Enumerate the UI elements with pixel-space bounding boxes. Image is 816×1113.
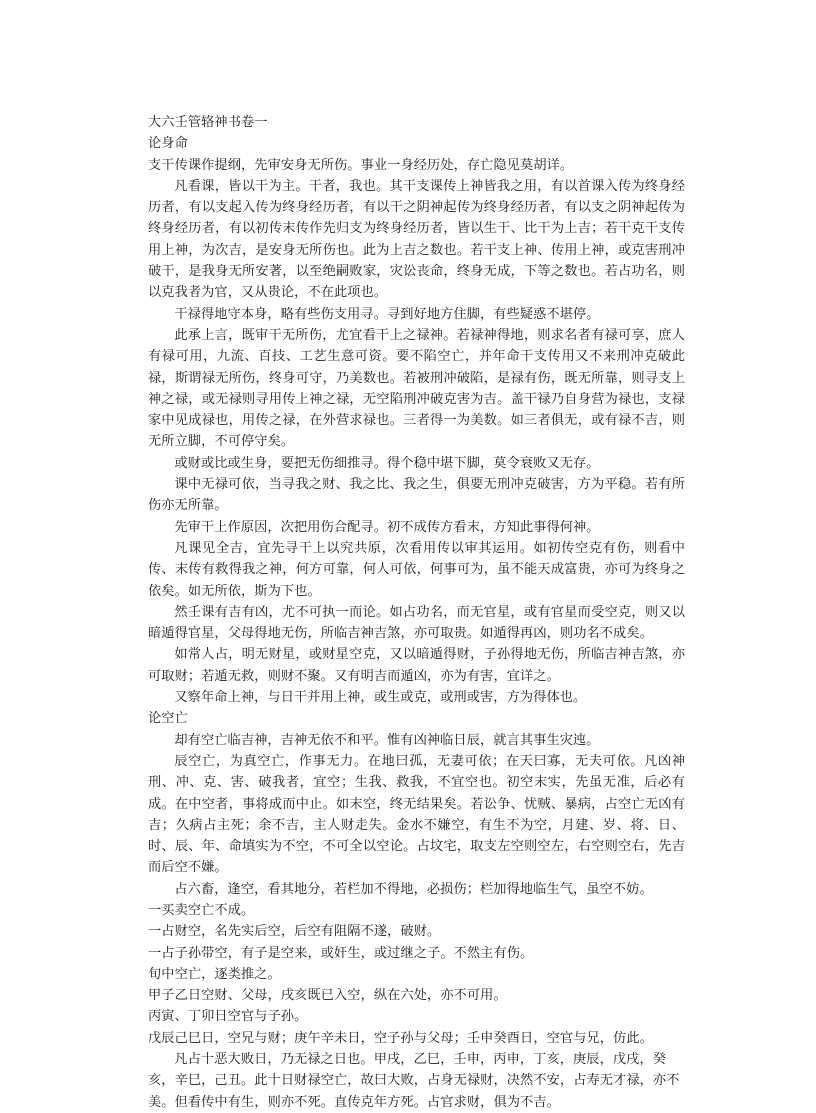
verse-line: 或财或比或生身，要把无伤细推寻。得个稳中堪下脚，莫令衰败又无存。 xyxy=(174,455,600,471)
paragraph: 如常人占，明无财星，或财星空克，又以暗遁得财，子孙得地无伤，所临吉神吉煞，亦可取财；若遁无救，则财不聚。又有明吉而遁凶，亦为有害，宜详之。 xyxy=(148,647,685,684)
paragraph: 又察年命上神，与日干并用上神，或生或克，或刑或害，方为得体也。 xyxy=(174,690,587,706)
paragraph: 占六畜，逢空，看其地分，若栏加不得地，必损伤；栏加得地临生气，虽空不妨。 xyxy=(174,881,653,897)
paragraph: 辰空亡，为真空亡，作事无力。在地曰孤，无妻可依；在天曰寡，无夫可依。凡凶神刑、冲、克、害、破我者，宜空；生我、救我，不宜空也。初空末实，先虽无准，后必有成。在中空者，事将成而中止。如末空，终无结果矣。若讼争、忧贼、暴病，占空亡无凶有吉；久病占主死；余不吉，主人财走失。金水不嫌空，有生不为空，月建、岁、将、日、时、辰、年、命填实为不空，不可全以空论。占坟宅，取支左空则空左，右空则空右，先吉而后空不嫌。 xyxy=(148,753,685,876)
verse-line: 干禄得地守本身，略有些伤支用寻。寻到好地方住脚，有些疑惑不堪停。 xyxy=(174,306,600,322)
verse-line: 支干传课作提纲，先审安身无所伤。事业一身经历处，存亡隐见莫胡详。 xyxy=(148,157,574,173)
verse-line: 却有空亡临吉神，吉神无依不和平。惟有凶神临日辰，就言其事生灾迍。 xyxy=(174,732,600,748)
list-item: 甲子乙日空财、父母，戌亥既已入空，纵在六处，亦不可用。 xyxy=(148,988,507,1004)
section-heading-lun-shen-ming: 论身命 xyxy=(148,136,188,152)
paragraph: 然壬课有吉有凶，尤不可执一而论。如占功名，而无官星，或有官星而受空克，则又以暗遁得官星，父母得地无伤，所临吉神吉煞，亦可取贵。如遁得再凶，则功名不成矣。 xyxy=(148,604,685,642)
list-item: 一买卖空亡不成。 xyxy=(148,902,255,918)
paragraph: 凡占十恶大败日，乃无禄之日也。甲戌，乙巳，壬申，丙申，丁亥，庚辰，戊戌，癸亥，辛巳，己丑。此十日财禄空亡，故曰大败，占身无禄财，决然不安，占寿无才禄，亦不美。但看传中有生，则亦不死。直传克年方死。占官求财，俱为不吉。 xyxy=(148,1052,680,1110)
document-title: 大六壬管辂神书卷一 xyxy=(148,115,268,130)
paragraph: 凡课见全吉，宜先寻干上以究共原，次看用传以审其运用。如初传空克有伤，则看中传、末传有救得我之神，何方可靠，何人可依，何事可为，虽不能天成富贵，亦可为终身之依矣。如无所依，斯为下也。 xyxy=(148,540,685,599)
section-heading-lun-kong-wang: 论空亡 xyxy=(148,711,188,727)
document-body xyxy=(148,112,685,1113)
list-item: 丙寅、丁卯日空官与子孙。 xyxy=(148,1009,308,1025)
list-item: 戊辰己巳日，空兄与财；庚午辛未日，空子孙与父母；壬申癸酉日，空官与兄，仿此。 xyxy=(148,1030,653,1046)
list-item: 旬中空亡，逐类推之。 xyxy=(148,966,281,982)
paragraph: 此承上言，既审干无所伤，尤宜看干上之禄神。若禄神得地，则求名者有禄可享，庶人有禄可用，九流、百技、工艺生意可资。要不陷空亡，并年命干支传用又不来刑冲克破此禄，斯谓禄无所伤，终身可守，乃美数也。若被刑冲破陷，是禄有伤，既无所靠，则寻支上神之禄，或无禄则寻用传上神之禄，无空陷刑冲破克害为吉。盖干禄乃自身营为禄也，支禄家中见成禄也，用传之禄，在外营求禄也。三者得一为美数。如三者俱无，或有禄不吉，则无所立脚，不可停守矣。 xyxy=(148,327,685,450)
paragraph: 凡看课，皆以干为主。干者，我也。其干支课传上神皆我之用，有以首课入传为终身经历者，有以支起入传为终身经历者，有以干之阴神起传为终身经历者，有以支之阴神起传为终身经历者，有以初传末传作先归支为终身经历者，皆以生干、比干为上吉；若干克干支传用上神，为次吉，是安身无所伤也。此为上吉之数也。若干支上神、传用上神，或克害刑冲破干，是我身无所安著，以至绝嗣败家，灾讼丧命，终身无成，下等之数也。若占功名，则以克我者为官，又从贵论，不在此项也。 xyxy=(148,178,685,301)
verse-line: 先审干上作原因，次把用伤合配寻。初不成传方看末，方知此事得何神。 xyxy=(174,519,600,535)
paragraph: 课中无禄可依，当寻我之财、我之比、我之生，俱要无刑冲克破害，方为平稳。若有所伤亦无所靠。 xyxy=(148,477,685,514)
list-item: 一占子孙带空，有子是空来，或奸生，或过继之子。不然主有伤。 xyxy=(148,945,534,961)
list-item: 一占财空，名先实后空，后空有阻隔不遂，破财。 xyxy=(148,924,441,940)
